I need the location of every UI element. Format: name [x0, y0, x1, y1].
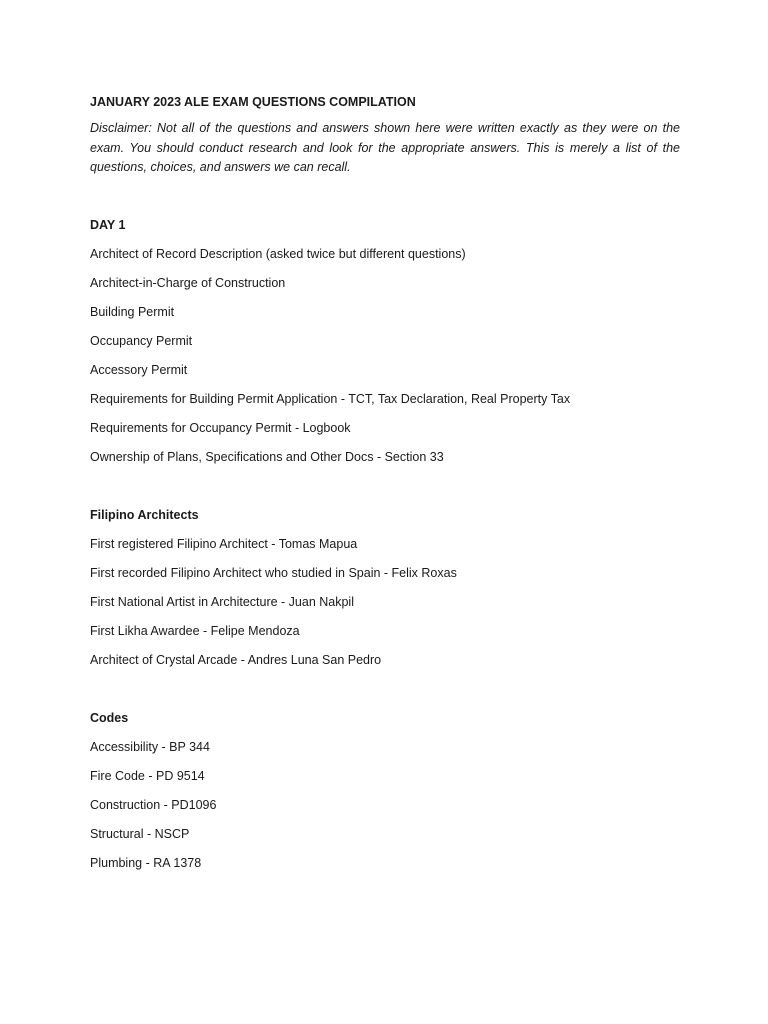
section-heading-filipino-architects: Filipino Architects — [90, 507, 199, 522]
section-filipino-architects — [90, 505, 680, 670]
list-item: First registered Filipino Architect - Tomas Mapua — [90, 536, 358, 551]
list-item: Accessibility - BP 344 — [90, 739, 210, 754]
list-item: Building Permit — [90, 304, 175, 319]
section-codes — [90, 708, 680, 873]
section-day-1 — [90, 215, 680, 467]
list-item: Accessory Permit — [90, 362, 188, 377]
document-page — [90, 92, 680, 873]
list-item: Requirements for Building Permit Application - TCT, Tax Declaration, Real Property Tax — [90, 391, 571, 406]
list-item: Structural - NSCP — [90, 826, 190, 841]
list-item: Architect of Crystal Arcade - Andres Luna San Pedro — [90, 652, 382, 667]
list-item: Construction - PD1096 — [90, 797, 217, 812]
list-item: Plumbing - RA 1378 — [90, 855, 202, 870]
list-item: First recorded Filipino Architect who studied in Spain - Felix Roxas — [90, 565, 457, 580]
list-item: Requirements for Occupancy Permit - Logbook — [90, 420, 351, 435]
list-item: Ownership of Plans, Specifications and Other Docs - Section 33 — [90, 449, 444, 464]
list-item: Occupancy Permit — [90, 333, 193, 348]
section-heading-codes: Codes — [90, 710, 129, 725]
list-item: Fire Code - PD 9514 — [90, 768, 205, 783]
section-heading-day-1: DAY 1 — [90, 217, 126, 232]
list-item: Architect of Record Description (asked twice but different questions) — [90, 246, 466, 261]
document-title: JANUARY 2023 ALE EXAM QUESTIONS COMPILATION — [90, 95, 416, 109]
list-item: Architect-in-Charge of Construction — [90, 275, 286, 290]
list-item: First National Artist in Architecture - Juan Nakpil — [90, 594, 354, 609]
disclaimer-text: Disclaimer: Not all of the questions and answers shown here were written exactly as they were on the exam. You should conduct research and look for the appropriate answers. This is merely a list of the questions, choices, and answers we can recall. — [90, 121, 680, 174]
list-item: First Likha Awardee - Felipe Mendoza — [90, 623, 300, 638]
